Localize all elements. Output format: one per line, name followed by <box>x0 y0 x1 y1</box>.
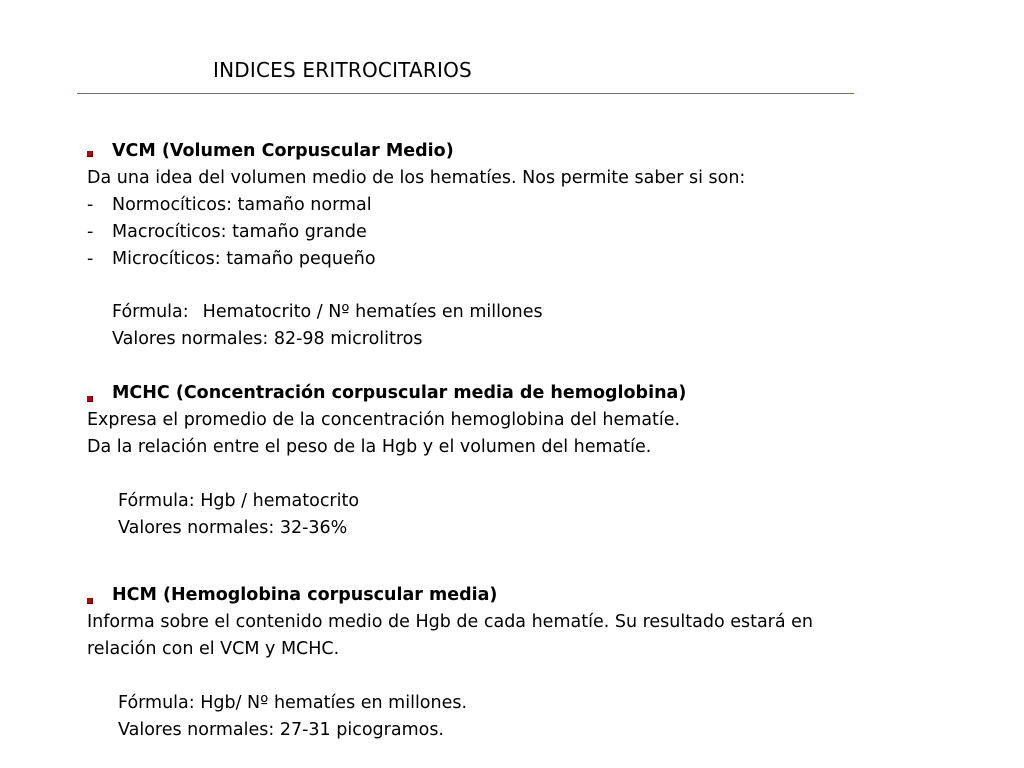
hcm-normal-values: Valores normales: 27-31 picogramos. <box>118 720 444 740</box>
section-heading-vcm: VCM (Volumen Corpuscular Medio) <box>112 141 454 161</box>
title-divider <box>77 93 854 94</box>
hcm-description-line: relación con el VCM y MCHC. <box>87 639 340 659</box>
section-heading-mchc: MCHC (Concentración corpuscular media de hemoglobina) <box>112 383 687 403</box>
hcm-formula: Fórmula: Hgb/ Nº hematíes en millones. <box>118 693 468 713</box>
square-bullet-icon <box>87 396 93 402</box>
mchc-formula: Fórmula: Hgb / hematocrito <box>118 491 360 511</box>
square-bullet-icon <box>87 598 93 604</box>
vcm-description: Da una idea del volumen medio de los hematíes. Nos permite saber si son: <box>87 168 746 188</box>
mchc-normal-values: Valores normales: 32-36% <box>118 518 348 538</box>
list-dash: - <box>87 195 94 215</box>
vcm-formula <box>112 300 543 324</box>
hcm-description-line: Informa sobre el contenido medio de Hgb de cada hematíe. Su resultado estará en <box>87 612 814 632</box>
mchc-description-line: Da la relación entre el peso de la Hgb y el volumen del hematíe. <box>87 437 652 457</box>
formula-label: Fórmula: <box>112 302 189 322</box>
mchc-description-line: Expresa el promedio de la concentración hemoglobina del hematíe. <box>87 410 681 430</box>
formula-value: Hematocrito / Nº hematíes en millones <box>202 302 543 322</box>
list-item: Normocíticos: tamaño normal <box>112 195 372 215</box>
square-bullet-icon <box>87 151 93 157</box>
list-dash: - <box>87 249 94 269</box>
list-dash: - <box>87 222 94 242</box>
page-title: INDICES ERITROCITARIOS <box>213 58 472 82</box>
section-heading-hcm: HCM (Hemoglobina corpuscular media) <box>112 585 498 605</box>
list-item: Macrocíticos: tamaño grande <box>112 222 367 242</box>
list-item: Microcíticos: tamaño pequeño <box>112 249 376 269</box>
vcm-normal-values: Valores normales: 82-98 microlitros <box>112 329 423 349</box>
